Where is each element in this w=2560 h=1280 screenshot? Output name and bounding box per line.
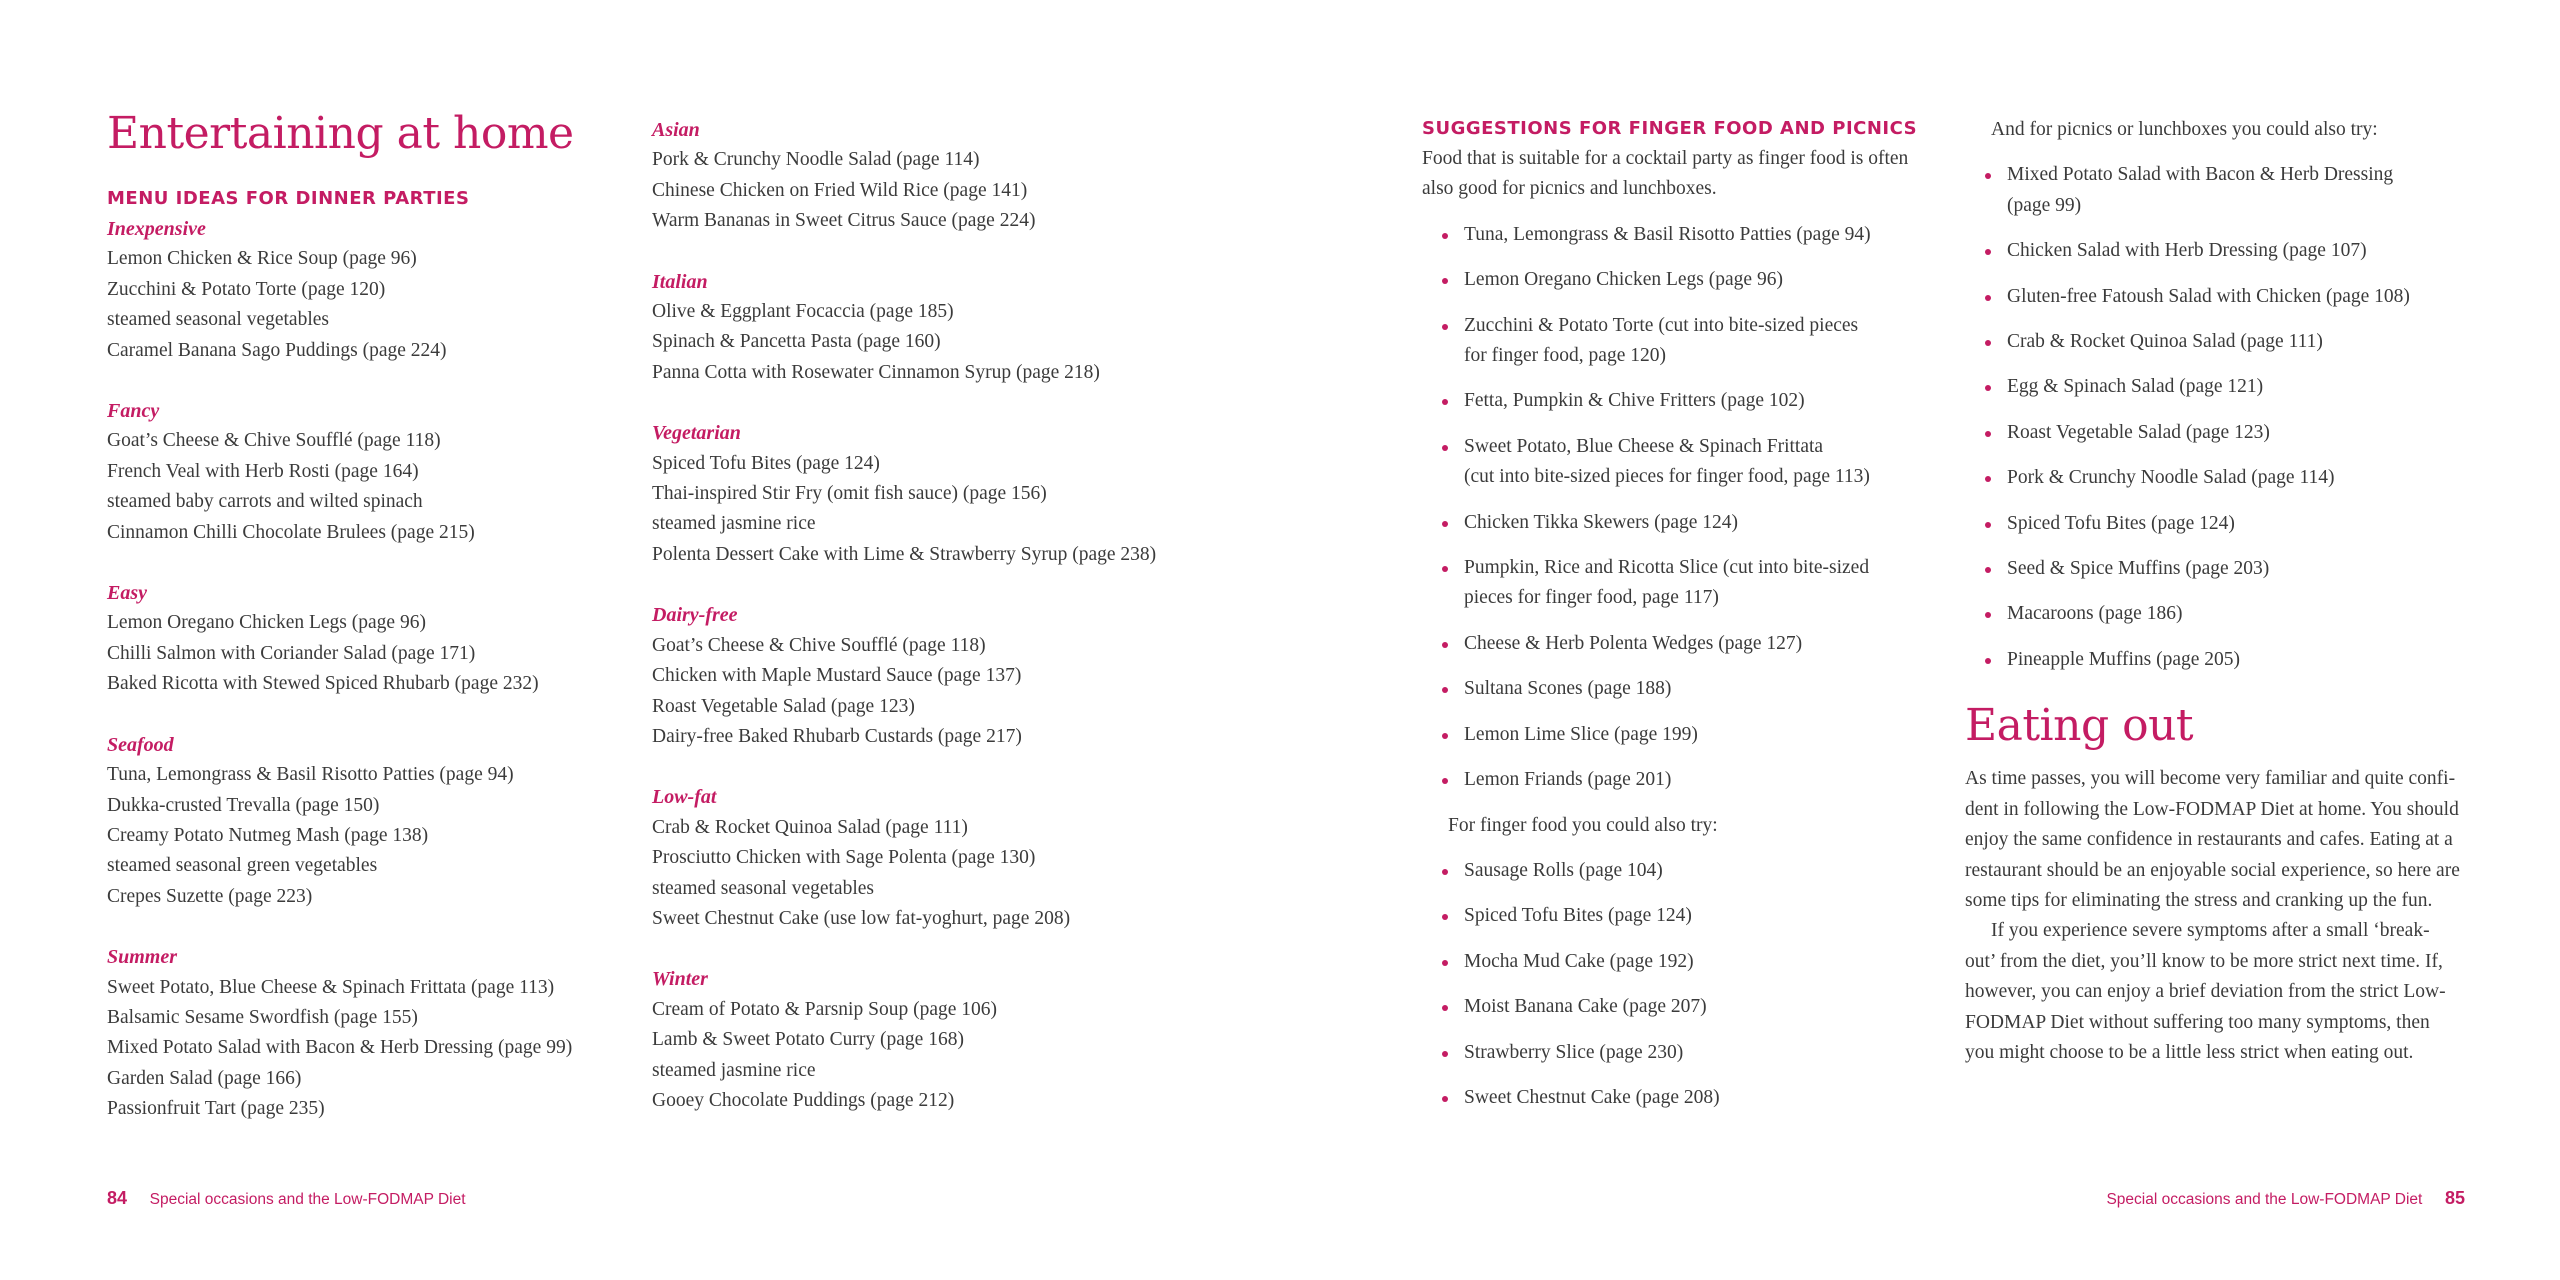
bullet-item (1422, 765, 1942, 795)
paragraph-line: restaurant should be an enjoyable social experience, so here are (1965, 859, 2460, 881)
menu-item: steamed jasmine rice (652, 513, 816, 535)
left-column-2 (652, 115, 1212, 1146)
menu-groups-col1 (107, 214, 607, 1125)
menu-item: Thai-inspired Stir Fry (omit fish sauce) (page 156) (652, 483, 1047, 505)
paragraph-line: enjoy the same confidence in restaurants and cafes. Eating at a (1965, 829, 2453, 851)
menu-item: Roast Vegetable Salad (page 123) (652, 695, 915, 717)
menu-item: Balsamic Sesame Swordfish (page 155) (107, 1006, 418, 1028)
bullet-item-line: Zucchini & Potato Torte (cut into bite-sized pieces (1464, 314, 1859, 336)
menu-item: Polenta Dessert Cake with Lime & Strawberry Syrup (page 238) (652, 543, 1157, 565)
menu-category-heading: Seafood (107, 733, 174, 756)
paragraph-line: As time passes, you will become very familiar and quite confi- (1965, 768, 2456, 790)
menu-item: Spinach & Pancetta Pasta (page 160) (652, 331, 941, 353)
bullet-item-line: Sultana Scones (page 188) (1464, 678, 1672, 700)
bullet-item: Strawberry Slice (page 230) (1422, 1038, 1942, 1068)
bullet-item-line: Tuna, Lemongrass & Basil Risotto Patties (page 94) (1464, 223, 1871, 245)
bullet-item-line: Chicken Salad with Herb Dressing (page 107) (2007, 240, 2367, 262)
bullet-item-line: Seed & Spice Muffins (page 203) (2007, 558, 2270, 580)
menu-item: French Veal with Herb Rosti (page 164) (107, 460, 419, 482)
bullet-item (1965, 327, 2485, 357)
bullet-item (1422, 553, 1942, 614)
menu-item: Pork & Crunchy Noodle Salad (page 114) (652, 149, 980, 171)
picnic-list (1965, 160, 2485, 675)
right-footer (2106, 1188, 2465, 1209)
menu-item: Lemon Chicken & Rice Soup (page 96) (107, 248, 417, 270)
bullet-item (1965, 418, 2485, 448)
bullet-item: Mocha Mud Cake (page 192) (1422, 947, 1942, 977)
bullet-item-line: Chicken Tikka Skewers (page 124) (1464, 511, 1739, 533)
paragraph-line: FODMAP Diet without suffering too many symptoms, then (1965, 1011, 2430, 1033)
menu-item: Baked Ricotta with Stewed Spiced Rhubarb (page 232) (107, 673, 539, 695)
bullet-item: Spiced Tofu Bites (page 124) (1422, 901, 1942, 931)
bullet-item-line: Spiced Tofu Bites (page 124) (2007, 512, 2235, 534)
page-number-right: 85 (2444, 1188, 2465, 1208)
right-column-1 (1422, 114, 1942, 1128)
bullet-item-line: Mixed Potato Salad with Bacon & Herb Dressing (2007, 164, 2394, 186)
menu-category-heading: Vegetarian (652, 422, 741, 445)
finger-food-heading: SUGGESTIONS FOR FINGER FOOD AND PICNICS (1422, 118, 1918, 139)
menu-group-winter (652, 964, 1212, 1116)
menu-item: Spiced Tofu Bites (page 124) (652, 452, 880, 474)
bullet-item-line: Egg & Spinach Salad (page 121) (2007, 376, 2264, 398)
bullet-item (1965, 160, 2485, 221)
left-column-1 (107, 108, 607, 1155)
menu-item: Lamb & Sweet Potato Curry (page 168) (652, 1029, 964, 1051)
menu-item: Mixed Potato Salad with Bacon & Herb Dressing (page 99) (107, 1037, 573, 1059)
menu-item: Crab & Rocket Quinoa Salad (page 111) (652, 816, 968, 838)
paragraph-line: out’ from the diet, you’ll know to be more strict next time. If, (1965, 950, 2443, 972)
bullet-item (1965, 282, 2485, 312)
bullet-item-line: Cheese & Herb Polenta Wedges (page 127) (1464, 632, 1803, 654)
menu-item: Caramel Banana Sago Puddings (page 224) (107, 339, 447, 361)
paragraph-line: you might choose to be a little less strict when eating out. (1965, 1041, 2414, 1063)
bullet-item-line: pieces for finger food, page 117) (1464, 587, 1719, 609)
bullet-item-line: Lemon Oregano Chicken Legs (page 96) (1464, 269, 1783, 291)
menu-category-heading: Winter (652, 968, 708, 991)
bullet-item-line: Lemon Lime Slice (page 199) (1464, 723, 1698, 745)
bullet-item (1965, 554, 2485, 584)
menu-group-easy (107, 578, 607, 700)
bullet-item (1422, 386, 1942, 416)
bullet-item-line: (cut into bite-sized pieces for finger food, page 113) (1464, 466, 1870, 488)
menu-item: steamed seasonal vegetables (652, 877, 874, 899)
bullet-item (1965, 645, 2485, 675)
bullet-item-line: (page 99) (2007, 194, 2082, 216)
menu-group-inexpensive (107, 214, 607, 366)
menu-group-vegetarian (652, 418, 1212, 570)
bullet-item-line: Fetta, Pumpkin & Chive Fritters (page 102) (1464, 390, 1805, 412)
menu-item: Prosciutto Chicken with Sage Polenta (page 130) (652, 847, 1036, 869)
bullet-item (1422, 508, 1942, 538)
bullet-item (1965, 236, 2485, 266)
bullet-item: Sausage Rolls (page 104) (1422, 856, 1942, 886)
picnic-label: And for picnics or lunchboxes you could also try: (1991, 119, 2378, 140)
menu-item: Crepes Suzette (page 223) (107, 885, 313, 907)
menu-item: steamed baby carrots and wilted spinach (107, 491, 423, 513)
bullet-item (1422, 720, 1942, 750)
finger-also-label: For finger food you could also try: (1448, 814, 1718, 836)
menu-category-heading: Low-fat (652, 786, 717, 809)
eating-out-title: Eating out (1965, 700, 2194, 752)
menu-category-heading: Easy (107, 582, 147, 605)
bullet-item-line: Pumpkin, Rice and Ricotta Slice (cut into bite-sized (1464, 557, 1870, 579)
menu-group-fancy (107, 396, 607, 548)
bullet-item (1965, 599, 2485, 629)
menu-item: Dairy-free Baked Rhubarb Custards (page 217) (652, 725, 1022, 747)
menu-category-heading: Italian (652, 270, 708, 293)
menu-item: Zucchini & Potato Torte (page 120) (107, 278, 386, 300)
bullet-item (1965, 509, 2485, 539)
paragraph-line: some tips for eliminating the stress and cranking up the fun. (1965, 889, 2433, 911)
menu-item: Gooey Chocolate Puddings (page 212) (652, 1089, 955, 1111)
eating-out-text (1965, 764, 2475, 1068)
bullet-item-line: Lemon Friands (page 201) (1464, 769, 1672, 791)
menu-group-italian (652, 267, 1212, 389)
paragraph-line: however, you can enjoy a brief deviation from the strict Low- (1965, 981, 2446, 1003)
bullet-item-line: Pork & Crunchy Noodle Salad (page 114) (2007, 467, 2335, 489)
menu-item: Creamy Potato Nutmeg Mash (page 138) (107, 824, 429, 846)
menu-item: steamed seasonal vegetables (107, 309, 329, 331)
menu-category-heading: Asian (652, 119, 700, 141)
menu-group-asian (652, 115, 1212, 237)
menu-category-heading: Fancy (107, 400, 160, 423)
menu-group-summer (107, 942, 607, 1124)
bullet-item (1422, 220, 1942, 250)
bullet-item-line: Macaroons (page 186) (2007, 603, 2183, 625)
bullet-item-line: Roast Vegetable Salad (page 123) (2007, 421, 2270, 443)
menu-item: Cream of Potato & Parsnip Soup (page 106) (652, 998, 997, 1020)
finger-food-list (1422, 220, 1942, 796)
bullet-item-line: for finger food, page 120) (1464, 345, 1666, 367)
menu-item: Cinnamon Chilli Chocolate Brulees (page 215) (107, 521, 475, 543)
finger-food-intro: Food that is suitable for a cocktail party as finger food is often also good for picnics and lunchboxes. (1422, 148, 1909, 200)
menu-item: Garden Salad (page 166) (107, 1067, 302, 1089)
footer-text-left: Special occasions and the Low-FODMAP Diet (149, 1191, 466, 1208)
left-footer (107, 1188, 466, 1209)
right-column-2 (1965, 115, 2485, 1068)
menu-item: Warm Bananas in Sweet Citrus Sauce (page 224) (652, 210, 1036, 232)
menu-item: Sweet Potato, Blue Cheese & Spinach Frittata (page 113) (107, 976, 555, 998)
footer-text-right: Special occasions and the Low-FODMAP Diet (2106, 1191, 2423, 1208)
bullet-item (1422, 432, 1942, 493)
menu-item: Goat’s Cheese & Chive Soufflé (page 118) (107, 430, 441, 452)
menu-item: Tuna, Lemongrass & Basil Risotto Patties (page 94) (107, 764, 514, 786)
bullet-item-line: Pineapple Muffins (page 205) (2007, 648, 2241, 670)
menu-group-seafood (107, 730, 607, 912)
paragraph-line: dent in following the Low-FODMAP Diet at home. You should (1965, 798, 2459, 820)
bullet-item-line: Sweet Potato, Blue Cheese & Spinach Frittata (1464, 435, 1824, 457)
bullet-item (1965, 372, 2485, 402)
menu-group-dairy-free (652, 600, 1212, 752)
menu-item: steamed seasonal green vegetables (107, 855, 378, 877)
menu-groups-col2 (652, 115, 1212, 1116)
menu-item: Chinese Chicken on Fried Wild Rice (page 141) (652, 179, 1028, 201)
menu-item: steamed jasmine rice (652, 1059, 816, 1081)
menu-category-heading: Inexpensive (107, 218, 206, 240)
menu-item: Dukka-crusted Trevalla (page 150) (107, 794, 380, 816)
page-number-left: 84 (107, 1188, 128, 1208)
bullet-item: Moist Banana Cake (page 207) (1422, 992, 1942, 1022)
menu-item: Goat’s Cheese & Chive Soufflé (page 118) (652, 634, 986, 656)
menu-item: Panna Cotta with Rosewater Cinnamon Syrup (page 218) (652, 361, 1100, 383)
bullet-item (1422, 674, 1942, 704)
bullet-item (1965, 463, 2485, 493)
page-title: Entertaining at home (107, 108, 574, 159)
menu-group-low-fat (652, 782, 1212, 934)
bullet-item (1422, 629, 1942, 659)
paragraph-line: If you experience severe symptoms after a small ‘break- (1991, 920, 2430, 942)
menu-ideas-heading: MENU IDEAS FOR DINNER PARTIES (107, 188, 470, 209)
menu-item: Chicken with Maple Mustard Sauce (page 137) (652, 665, 1022, 687)
menu-item: Passionfruit Tart (page 235) (107, 1098, 325, 1120)
bullet-item-line: Gluten-free Fatoush Salad with Chicken (page 108) (2007, 285, 2410, 307)
menu-item: Olive & Eggplant Focaccia (page 185) (652, 301, 954, 323)
menu-item: Sweet Chestnut Cake (use low fat-yoghurt, page 208) (652, 907, 1071, 929)
menu-category-heading: Summer (107, 946, 178, 969)
bullet-item (1422, 265, 1942, 295)
menu-category-heading: Dairy-free (652, 604, 738, 627)
menu-item: Lemon Oregano Chicken Legs (page 96) (107, 612, 426, 634)
bullet-item (1422, 311, 1942, 372)
bullet-item: Sweet Chestnut Cake (page 208) (1422, 1083, 1942, 1113)
finger-also-list (1422, 856, 1942, 1113)
menu-item: Chilli Salmon with Coriander Salad (page 171) (107, 642, 476, 664)
bullet-item-line: Crab & Rocket Quinoa Salad (page 111) (2007, 331, 2323, 353)
